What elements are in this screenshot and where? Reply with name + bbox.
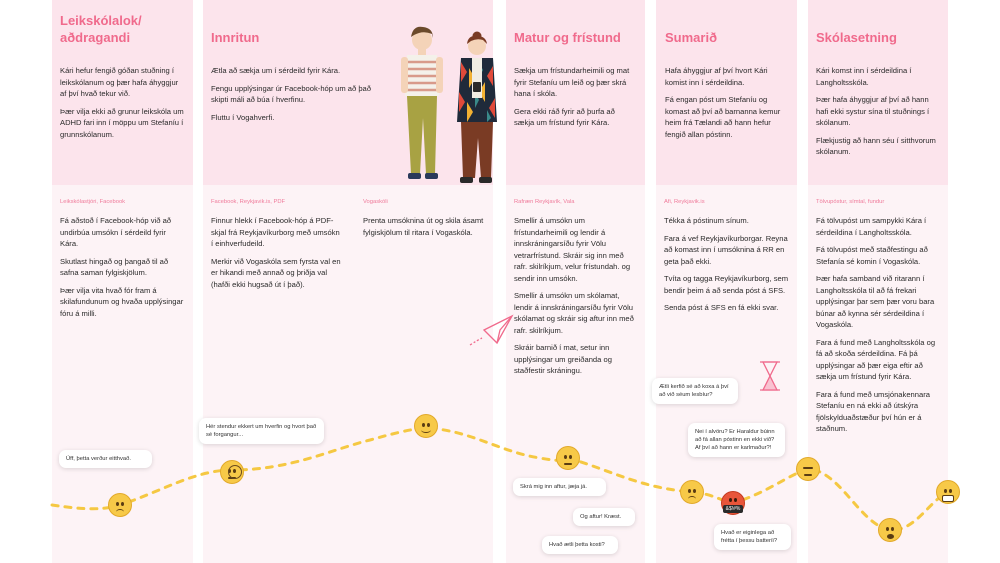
phase-paragraph: Fluttu í Vogahverfi. (211, 112, 275, 122)
action-paragraph: Prenta umsóknina út og skila ásamt fylgiskjölum til ritara í Vogaskóla. (363, 216, 484, 237)
phase-paragraph: Ætla að sækja um í sérdeild fyrir Kára. (211, 66, 341, 75)
phase-description (514, 65, 637, 135)
phase-paragraph: Flækjustig að hann séu í sitthvorum skólanum. (816, 135, 936, 156)
thought-bubble: Skrá mig inn aftur, jæja já. (513, 478, 606, 496)
action-paragraph: Skutlast hingað og þangað til að safna saman fylgiskjölum. (60, 256, 169, 277)
thought-bubble: Hér stendur ekkert um hverfin og hvort það sé forgangur... (199, 418, 324, 444)
action-paragraph: Tvíta og tagga Reykjavíkurborg, sem bendir þeim á að senda póst á SFS. (664, 274, 789, 295)
action-paragraph: Fara á fund með Langholtsskóla og fá að skoða sérdeildina. Fá þá upplýsingar að þær eiga eftir að sækja um frístund fyrir Kára. (816, 337, 936, 381)
action-paragraph: Fara á vef Reykjavíkurborgar. Reyna að komast inn í umsóknina á RR en geta það ekki. (664, 233, 788, 266)
thought-bubble: Hvað ætli þetta kosti? (542, 536, 618, 554)
phase-title: Skólasetning (816, 30, 897, 45)
phase-description (60, 65, 185, 146)
thought-bubble: Ætli kerfið sé að koxa á því að við séum lesbíur? (652, 378, 738, 404)
phase-paragraph: Fá engan póst um Stefaníu og komast að því að barnanna kemur heim frá Tælandi að hann hefur fengið allan póstinn. (665, 95, 781, 139)
channel-tag: Tölvupóstur, símtal, fundur (816, 199, 885, 205)
phase-title: Leikskólalok/ aðdragandi (60, 13, 142, 45)
channel-tag: Facebook, Reykjavik.is, PDF (211, 199, 286, 205)
phase-paragraph: Þær hafa áhyggjur af því að hann hafi ekki systur sína til stuðnings í skólanum. (816, 95, 930, 127)
action-paragraph: Fá tölvupóst um sampykki Kára í sérdeildina í Langholtsskóla. (816, 216, 927, 237)
thought-bubble: Hvað er eiginlega að frétta í þessu batteríi? (714, 524, 791, 550)
thought-bubble: Nei í alvöru? Er Haraldur búinn að fá allan póstinn en ekki við? Af því að hann er karlmaður?! (688, 423, 785, 457)
phase-description (211, 65, 381, 129)
phase-description (665, 65, 789, 146)
thought-bubble: Og aftur! Kræst. (573, 508, 635, 526)
phase-paragraph: Hafa áhyggjur af því hvort Kári komist inn í sérdeildina. (665, 66, 768, 87)
action-paragraph: Skráir barnið í mat, setur inn upplýsingar um greiðanda og staðfestir skráningu. (514, 343, 612, 375)
phase-title: Sumarið (665, 30, 718, 45)
channel-6 (808, 190, 948, 563)
action-paragraph: Finnur hlekk í Facebook-hóp á PDF-skjal frá Reykjavíkurborg með umsókn í einhverfudeild. (211, 216, 340, 248)
action-paragraph: Fá tölvupóst með staðfestingu að Stefanía sé komin í Vogaskóla. (816, 245, 928, 266)
thought-bubble: Úff, þetta verður eitthvað. (59, 450, 152, 468)
phase-paragraph: Kári hefur fengið góðan stuðning í leikskólanum og þær hafa áhyggjur af því hvað tekur við. (60, 66, 179, 98)
mother-2-figure (457, 32, 497, 184)
monocle-face-icon (220, 460, 244, 484)
worried-face-icon (108, 493, 132, 517)
neutral-face-icon (556, 446, 580, 470)
expressionless-face-icon (796, 457, 820, 481)
phase-paragraph: Sækja um frístundarheimili og mat fyrir Stefaníu um leið og þær skrá hana í skóla. (514, 66, 630, 98)
grimacing-face-icon (936, 480, 960, 504)
action-paragraph: Tékka á póstinum sínum. (664, 216, 749, 225)
action-paragraph: Smellir á umsókn um skólamat, lendir á innskráningarsíðu fyrir Völu skólamat og skráir sig aftur inn með rafr. skilríkjum. (514, 291, 634, 335)
angry-cursing-face-icon (721, 491, 745, 515)
smiling-face-icon (414, 414, 438, 438)
phase-title: Matur og frístund (514, 30, 621, 45)
channel-tag: Afi, Reykjavik.is (664, 199, 705, 205)
phase-paragraph: Gera ekki ráð fyrir að þurfa að sækja um frístund fyrir Kára. (514, 106, 615, 127)
channel-actions (60, 215, 185, 325)
channel-actions (816, 215, 940, 441)
characters-illustration (395, 22, 505, 194)
channel-2 (203, 190, 351, 563)
channel-actions (664, 215, 789, 320)
channel-actions (514, 215, 637, 383)
cursing-symbols: &$!#% (723, 505, 743, 513)
action-paragraph: Þær hafa samband við ritarann í Langholtsskóla til að fá frekari upplýsingar þar sem þær voru bara búnar að kynna sér sérdeildina í Vogaskóla. (816, 274, 935, 329)
phase-paragraph: Þær vilja ekki að grunur leikskóla um ADHD fari inn í möppu um Stefaníu í grunnskólanum. (60, 106, 184, 139)
action-paragraph: Smellir á umsókn um frístundarheimili og lendir á innskráningarsíðu fyrir Völu vetrarfrístund. Skráir sig inn með rafr. skilríkjum, velur frístundah. og sendir inn umsókn. (514, 216, 631, 283)
action-paragraph: Þær vilja vita hvað fór fram á skilafundunum og hvaða upplýsingar fóru á milli. (60, 285, 184, 318)
action-paragraph: Merkir við Vogaskóla sem fyrsta val en er hikandi með annað og þriðja val (hafði ekki hugsað út í það). (211, 256, 341, 289)
channel-3 (355, 190, 493, 563)
channel-actions (211, 215, 343, 296)
channel-tag: Leikskólastjóri, Facebook (60, 199, 126, 205)
action-paragraph: Fá aðstoð í Facebook-hóp við að undirbúa umsókn í sérdeild fyrir Kára. (60, 216, 172, 248)
worried-face-icon (680, 480, 704, 504)
anxious-face-icon (878, 518, 902, 542)
channel-actions (363, 215, 485, 244)
channel-tag: Vogaskóli (363, 199, 388, 205)
mother-1-figure (401, 27, 443, 179)
phase-paragraph: Fengu upplýsingar úr Facebook-hóp um að það skipti máli að búa í hverfinu. (211, 83, 371, 104)
phase-paragraph: Kári komst inn í sérdeildina í Langholtsskóla. (816, 66, 912, 87)
phase-description (816, 65, 940, 164)
action-paragraph: Senda póst á SFS en fá ekki svar. (664, 303, 779, 312)
channel-tag: Rafræn Reykjavík, Vala (514, 199, 575, 205)
phase-title: Innritun (211, 30, 260, 45)
action-paragraph: Fara á fund með umsjónakennara Stefaníu en ná ekki að útskýra fjölskylduaðstæður því hún er á staðnum. (816, 389, 930, 433)
